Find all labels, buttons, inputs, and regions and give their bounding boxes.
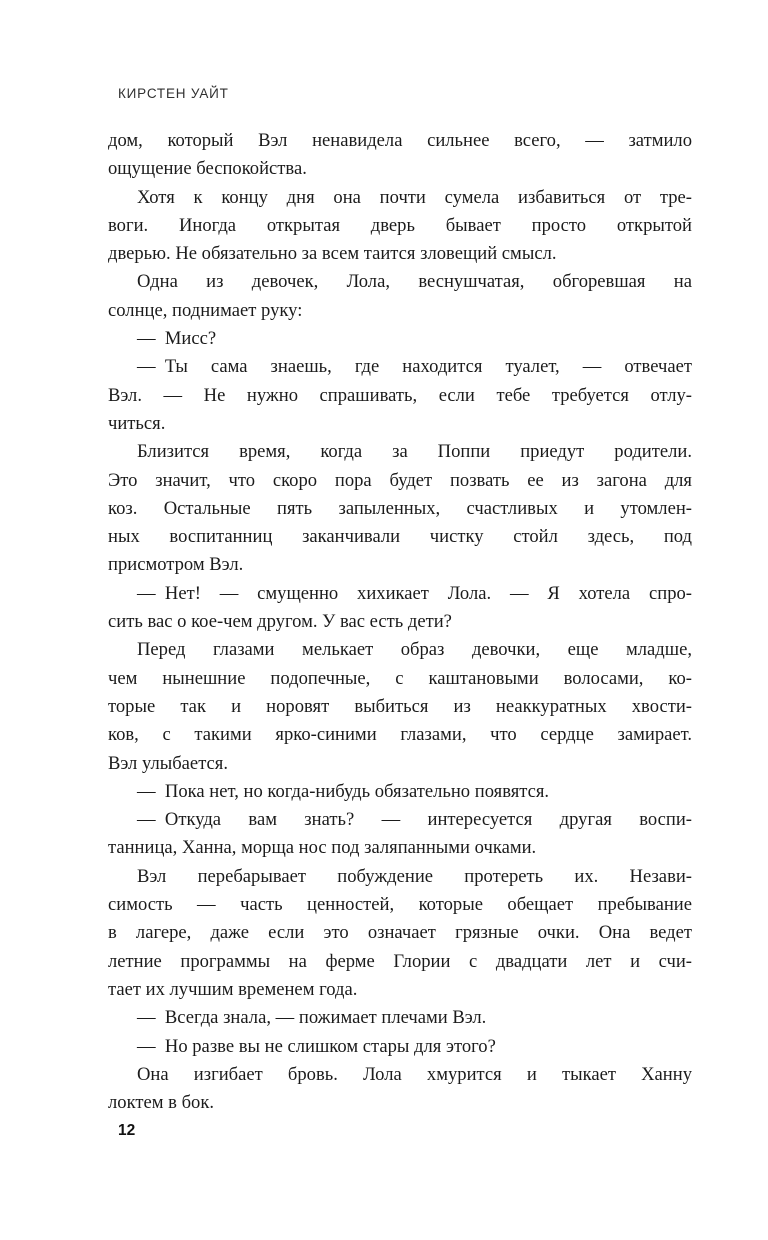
text-line: Это значит, что скоро пора будет позвать ее из загона для bbox=[108, 469, 692, 491]
text-line: — Мисс? bbox=[137, 328, 217, 350]
text-line: — Нет! — смущенно хихикает Лола. — Я хотела спро- bbox=[137, 582, 692, 604]
text-line: Одна из девочек, Лола, веснушчатая, обгоревшая на bbox=[137, 271, 692, 293]
body-text bbox=[108, 127, 692, 1117]
page-number: 12 bbox=[118, 1122, 136, 1139]
text-line: ных воспитанниц заканчивали чистку стойл здесь, под bbox=[108, 526, 692, 548]
text-line: Вэл перебарывает побуждение протереть их. Незави- bbox=[137, 865, 692, 887]
text-line: Хотя к концу дня она почти сумела избавиться от тре- bbox=[137, 186, 692, 208]
text-line: ощущение беспокойства. bbox=[108, 158, 307, 180]
text-line: Близится время, когда за Поппи приедут родители. bbox=[137, 441, 692, 463]
text-line: — Всегда знала, — пожимает плечами Вэл. bbox=[137, 1007, 487, 1029]
text-line: симость — часть ценностей, которые обещает пребывание bbox=[108, 894, 692, 916]
text-line: дверью. Не обязательно за всем таится зловещий смысл. bbox=[108, 243, 557, 265]
text-line: Перед глазами мелькает образ девочки, еще младше, bbox=[137, 639, 692, 661]
running-header: КИРСТЕН УАЙТ bbox=[118, 86, 229, 101]
text-line: — Пока нет, но когда-нибудь обязательно появятся. bbox=[137, 780, 550, 802]
text-line: читься. bbox=[108, 412, 166, 434]
text-line: Вэл улыбается. bbox=[108, 752, 228, 774]
text-line: ков, с такими ярко-синими глазами, что сердце замирает. bbox=[108, 724, 692, 746]
text-line: тает их лучшим временем года. bbox=[108, 978, 358, 1000]
text-line: — Но разве вы не слишком стары для этого? bbox=[137, 1035, 496, 1057]
text-line: летние программы на ферме Глории с двадцати лет и счи- bbox=[108, 950, 692, 972]
text-line: солнце, поднимает руку: bbox=[108, 299, 303, 321]
text-line: дом, который Вэл ненавидела сильнее всего, — затмило bbox=[108, 130, 692, 151]
text-line: — Ты сама знаешь, где находится туалет, — отвечает bbox=[137, 356, 692, 378]
text-line: в лагере, даже если это означает грязные очки. Она ведет bbox=[108, 922, 692, 944]
text-line: Вэл. — Не нужно спрашивать, если тебе требуется отлу- bbox=[108, 384, 692, 406]
text-line: воги. Иногда открытая дверь бывает просто открытой bbox=[108, 214, 692, 236]
text-line: Она изгибает бровь. Лола хмурится и тыкает Ханну bbox=[137, 1063, 692, 1085]
text-line: присмотром Вэл. bbox=[108, 554, 244, 576]
text-line: коз. Остальные пять запыленных, счастливых и утомлен- bbox=[108, 497, 692, 519]
text-line: чем нынешние подопечные, с каштановыми волосами, ко- bbox=[108, 667, 692, 689]
text-line: локтем в бок. bbox=[108, 1092, 215, 1114]
text-line: сить вас о кое-чем другом. У вас есть дети? bbox=[108, 611, 452, 633]
text-line: танница, Ханна, морща нос под заляпанными очками. bbox=[108, 837, 537, 859]
text-line: торые так и норовят выбиться из неаккуратных хвости- bbox=[108, 695, 692, 717]
text-line: — Откуда вам знать? — интересуется другая воспи- bbox=[137, 809, 692, 831]
